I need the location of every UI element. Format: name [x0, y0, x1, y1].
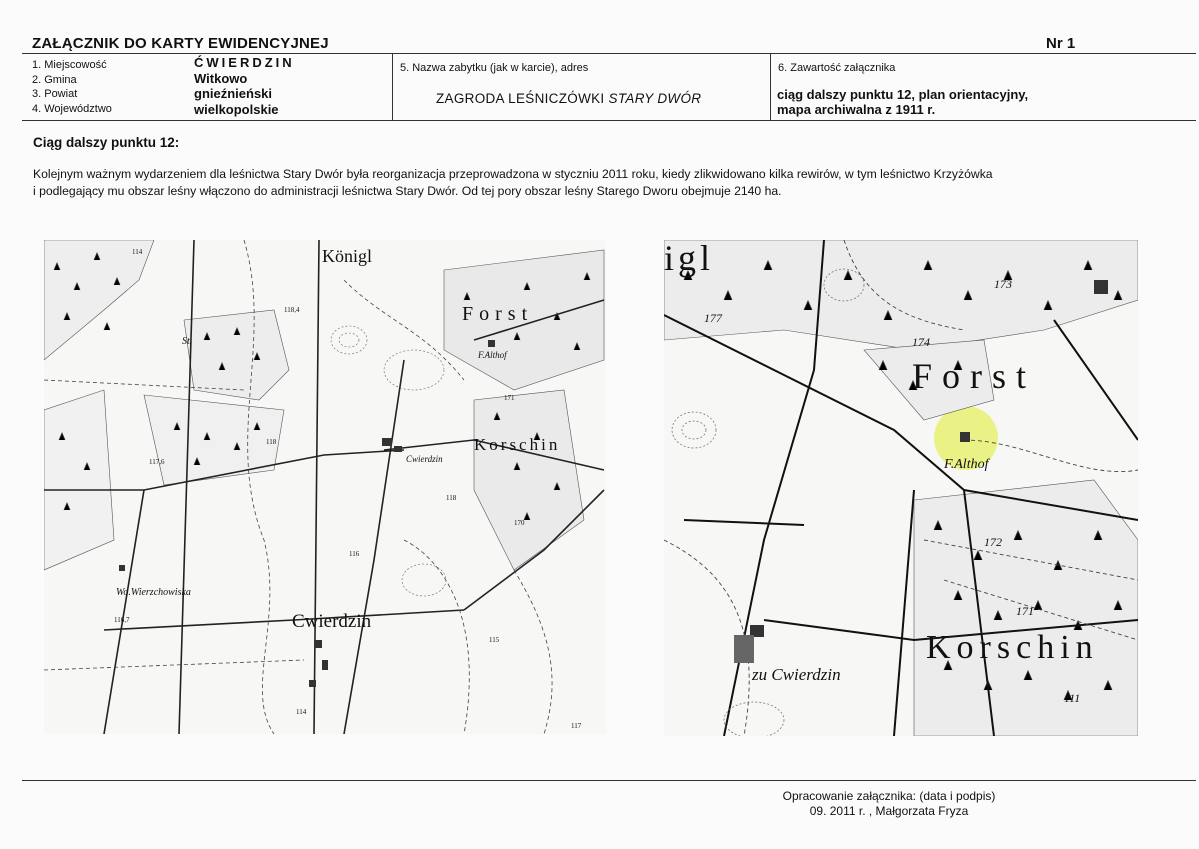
paragraph-line-2: i podlegający mu obszar leśny włączono do administracji leśnictwa Stary Dwór. Od tej pory obszar leśny Starego Dworu obejmuje 2140 ha. [33, 183, 782, 198]
map-left-buildings [119, 340, 495, 687]
map-right-drawing [664, 240, 1138, 736]
location-labels [32, 58, 112, 116]
svg-text:172: 172 [984, 535, 1002, 549]
map-left-label-forst: Forst [462, 303, 534, 325]
monument-name [436, 91, 701, 106]
svg-text:114: 114 [296, 708, 307, 716]
footer-rule [22, 780, 1196, 781]
content-label: 6. Zawartość załącznika [778, 62, 896, 74]
map-left-label-cwierdzin: Cwierdzin [292, 611, 372, 632]
value-gmina: Witkowo [194, 70, 248, 86]
svg-text:111: 111 [1064, 691, 1081, 705]
value-powiat: gnieźnieński [194, 86, 273, 101]
header-top-rule [22, 53, 1196, 54]
svg-text:118: 118 [446, 494, 457, 502]
svg-text:174: 174 [912, 335, 930, 349]
label-powiat: 3. Powiat [32, 88, 78, 100]
map-left-drawing [44, 240, 606, 734]
svg-text:117: 117 [571, 722, 582, 730]
map-left [44, 240, 606, 734]
monument-name-prefix: ZAGRODA LEŚNICZÓWKI [436, 91, 605, 106]
map-right-label-igl: igl [664, 240, 715, 278]
footer-line-1: Opracowanie załącznika: (data i podpis) [782, 789, 996, 803]
content-line-1: ciąg dalszy punktu 12, plan orientacyjny, [777, 87, 1029, 102]
svg-text:118: 118 [266, 438, 277, 446]
header-divider-1 [392, 53, 393, 120]
svg-text:171: 171 [504, 394, 515, 402]
map-left-label-cwierdzin-small: Cwierdzin [406, 454, 443, 464]
svg-text:116: 116 [349, 550, 360, 558]
map-left-label-konigl: Königl [322, 246, 373, 266]
svg-text:177: 177 [704, 311, 722, 325]
footer-signature [700, 789, 1078, 819]
svg-text:173: 173 [994, 277, 1012, 291]
label-miejscowosc: 1. Miejscowość [32, 59, 107, 71]
map-left-label-korschin: Korschin [474, 435, 561, 454]
map-left-label-st: St. [182, 336, 193, 347]
section-paragraph [33, 166, 1193, 199]
map-right-label-korschin: Korschin [926, 629, 1099, 666]
label-gmina: 2. Gmina [32, 73, 77, 86]
monument-label: 5. Nazwa zabytku (jak w karcie), adres [400, 62, 589, 74]
svg-text:171: 171 [1016, 604, 1034, 618]
map-right-label-forst: Forst [912, 356, 1037, 396]
document-number: Nr 1 [1046, 35, 1076, 52]
svg-text:118,4: 118,4 [284, 306, 300, 314]
monument-name-italic: STARY DWÓR [608, 91, 702, 106]
svg-text:116,7: 116,7 [114, 616, 130, 624]
value-miejscowosc: ĆWIERDZIN [194, 55, 295, 70]
map-left-label-wierzchowiska: Wo.Wierzchowiska [116, 587, 191, 598]
svg-text:115: 115 [489, 636, 500, 644]
map-right-label-cwierdzin: zu Cwierdzin [752, 665, 841, 684]
location-values [194, 55, 295, 117]
header-divider-2 [770, 53, 771, 120]
section-heading: Ciąg dalszy punktu 12: [33, 135, 180, 150]
label-wojewodztwo: 4. Województwo [32, 102, 112, 115]
map-right [664, 240, 1138, 736]
map-left-label-althof: F.Althof [478, 350, 507, 360]
content-description [777, 87, 1028, 117]
document-title: ZAŁĄCZNIK DO KARTY EWIDENCYJNEJ [32, 35, 329, 52]
value-wojewodztwo: wielkopolskie [194, 101, 279, 117]
footer-line-2: 09. 2011 r. , Małgorzata Fryza [809, 804, 969, 818]
paragraph-line-1: Kolejnym ważnym wydarzeniem dla leśnictwa Stary Dwór była reorganizacja przeprowadzona w styczniu 2011 roku, kiedy zlikwidowano kilka rewirów, w tym leśnictwo Krzyżówka [33, 167, 993, 181]
svg-text:114: 114 [132, 248, 143, 256]
header-bottom-rule [22, 120, 1196, 121]
svg-text:170: 170 [514, 519, 525, 527]
svg-text:117,6: 117,6 [149, 458, 165, 466]
content-line-2: mapa archiwalna z 1911 r. [777, 102, 936, 117]
map-right-label-althof: F.Althof [944, 457, 989, 472]
